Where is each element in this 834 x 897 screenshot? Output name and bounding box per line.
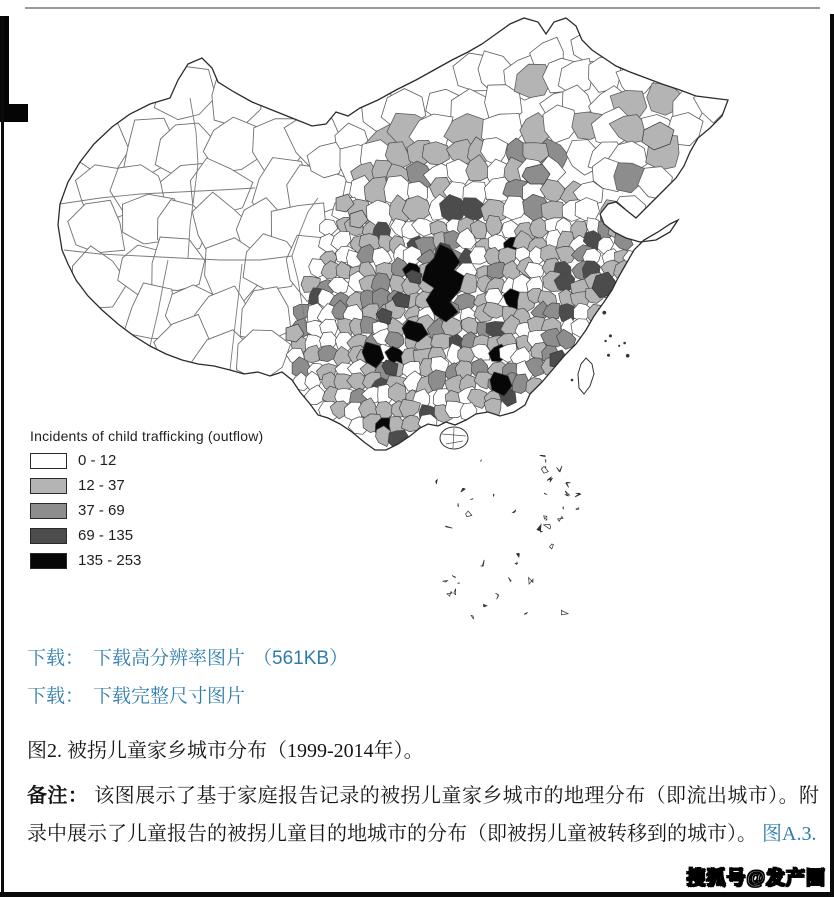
legend-label: 12 - 37 <box>78 477 125 494</box>
legend-swatch <box>30 503 67 519</box>
map-legend <box>30 428 330 577</box>
legend-label: 135 - 253 <box>78 552 142 569</box>
legend-swatch <box>30 453 67 469</box>
download-fullsize-link[interactable]: 下载完整尺寸图片 <box>93 686 246 707</box>
legend-label: 69 - 135 <box>78 527 134 544</box>
legend-label: 0 - 12 <box>78 452 117 469</box>
prefecture-cells <box>68 32 730 449</box>
legend-swatch <box>30 553 67 569</box>
legend-label: 37 - 69 <box>78 502 125 519</box>
legend-swatch <box>30 528 67 544</box>
download-size: （561KB） <box>253 648 349 669</box>
legend-swatch <box>30 478 67 494</box>
legend-row <box>30 527 330 544</box>
right-border <box>830 14 834 897</box>
legend-row <box>30 477 330 494</box>
note-body: 该图展示了基于家庭报告记录的被拐儿童家乡城市的地理分布（即流出城市）。附录中展示了儿童报告的被拐儿童目的地城市的分布（即被拐儿童被转移到的城市）。 <box>27 785 820 845</box>
legend-row <box>30 502 330 519</box>
watermark-sohu: 搜狐号@发产圈 <box>686 868 826 889</box>
download-line-hires <box>27 640 348 678</box>
top-divider <box>25 7 820 9</box>
download-hires-link[interactable]: 下载高分辨率图片 <box>93 648 246 669</box>
figure-note <box>27 777 819 853</box>
note-label: 备注： <box>27 785 89 807</box>
legend-row <box>30 552 330 569</box>
legend-rows <box>30 452 330 569</box>
figure-caption: 图2. 被拐儿童家乡城市分布（1999-2014年）。 <box>27 740 424 762</box>
left-edge-artifact <box>0 104 28 122</box>
legend-title: Incidents of child trafficking (outflow) <box>30 428 264 444</box>
bottom-border <box>0 892 834 897</box>
legend-row <box>30 452 330 469</box>
left-border <box>1 16 4 894</box>
download-line-fullsize <box>27 678 348 716</box>
appendix-figure-link[interactable]: 图A.3. <box>762 823 817 845</box>
download-label: 下载： <box>27 686 85 707</box>
download-label: 下载： <box>27 648 85 669</box>
download-links <box>27 640 348 716</box>
